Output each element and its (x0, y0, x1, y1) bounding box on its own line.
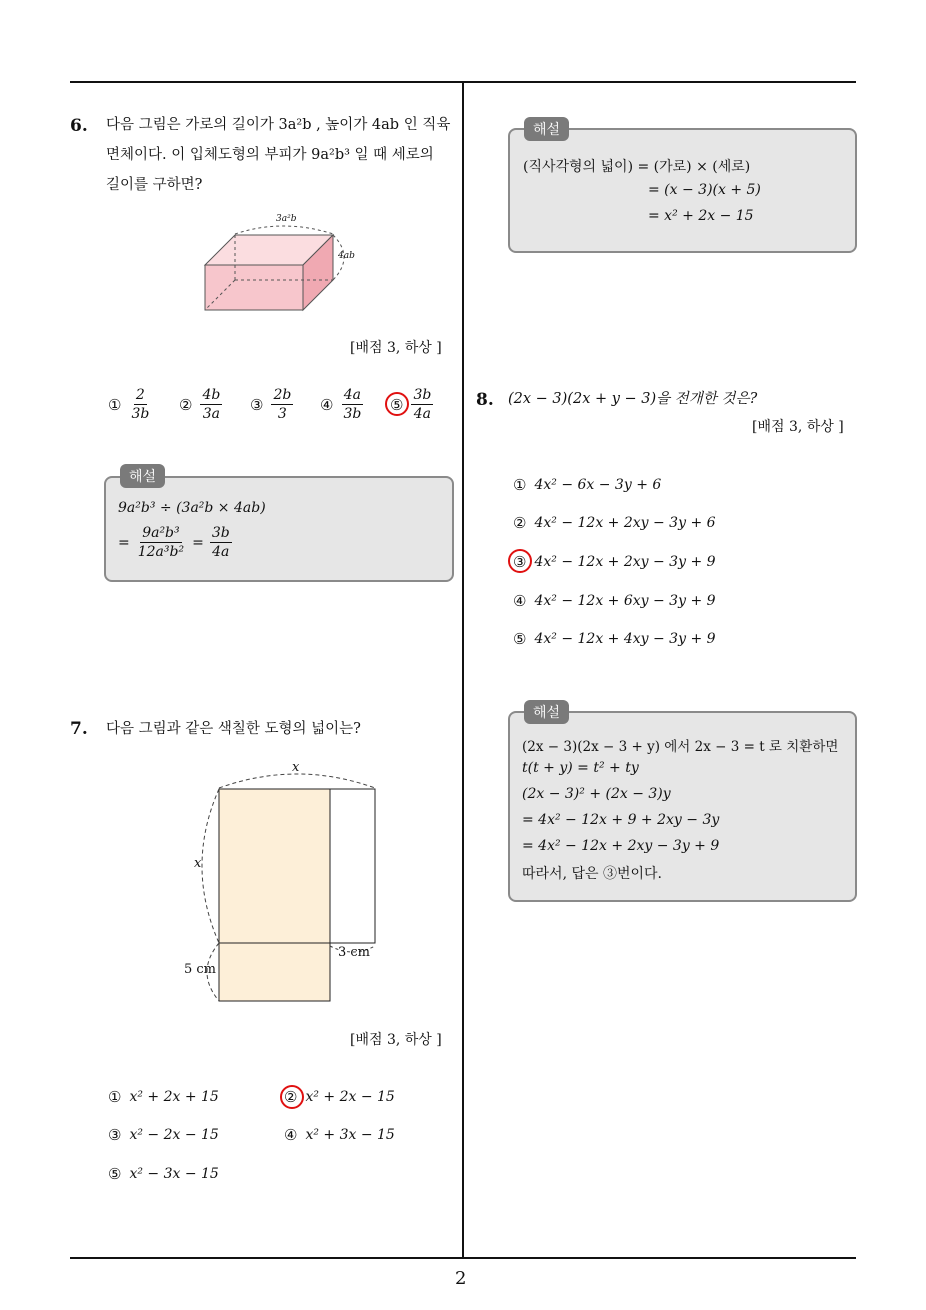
q7-solution-line3: = x² + 2x − 15 (648, 208, 754, 224)
q7-score: [배점 3, 하상 ] (350, 1032, 442, 1048)
q6-fig-top-label: 3a²b (276, 214, 297, 224)
q7-text: 다음 그림과 같은 색칠한 도형의 넓이는? (106, 721, 361, 737)
choice-fraction: $\frac{4a}{3b}$ (343, 387, 362, 422)
page-number: 2 (455, 1268, 467, 1289)
q7-number: 7. (70, 719, 88, 739)
q8-solution-tag: 해설 (524, 700, 569, 724)
choice-fraction: $\frac{3b}{4a}$ (413, 387, 432, 422)
q6-choice-2[interactable] (179, 386, 222, 423)
q7-fig-left-label: x (194, 856, 202, 871)
q8-solution-line5: = 4x² − 12x + 2xy − 3y + 9 (522, 838, 720, 854)
q8-solution-line6: 따라서, 답은 ③번이다. (522, 866, 662, 882)
q7-choice-1[interactable]: ① x² + 2x + 15 (108, 1088, 219, 1106)
q8-solution-line1: (2x − 3)(2x − 3 + y) 에서 2x − 3 = t 로 치환하면 (522, 739, 839, 755)
q7-choice-3[interactable]: ③ x² − 2x − 15 (108, 1126, 219, 1144)
q6-fig-side-label: 4ab (338, 251, 355, 261)
q6-text (106, 110, 456, 200)
left-dimension-arc (202, 789, 219, 943)
q6-solution-tag: 해설 (120, 464, 165, 488)
q6-choice-3[interactable] (250, 386, 293, 423)
q8-number: 8. (476, 390, 494, 410)
q8-choice-5[interactable]: ⑤ 4x² − 12x + 4xy − 3y + 9 (513, 630, 716, 648)
shaded-region (219, 789, 330, 1001)
q8-solution-line3: (2x − 3)² + (2x − 3)y (522, 786, 671, 802)
choice-number: ③ (250, 395, 264, 414)
choice-number: ① (108, 395, 122, 414)
q7-choice-5[interactable]: ⑤ x² − 3x − 15 (108, 1165, 219, 1183)
q6-text-line3: 길이를 구하면? (106, 177, 203, 193)
q7-solution-line2: = (x − 3)(x + 5) (648, 182, 761, 198)
q6-score: [배점 3, 하상 ] (350, 340, 442, 356)
q8-solution-line2: t(t + y) = t² + ty (522, 760, 639, 776)
choice-fraction: $\frac{2}{3b}$ (131, 387, 150, 422)
q6-solution-line1: 9a²b³ ÷ (3a²b × 4ab) (118, 500, 266, 516)
choice-number: ⑤ (390, 395, 404, 414)
q8-score: [배점 3, 하상 ] (752, 419, 844, 435)
prism-front-face (205, 265, 303, 310)
q8-solution-line4: = 4x² − 12x + 9 + 2xy − 3y (522, 812, 720, 828)
q7-solution-line1: (직사각형의 넓이) = (가로) × (세로) (523, 159, 751, 175)
q6-text-line1: 다음 그림은 가로의 길이가 3a²b , 높이가 4ab 인 직육 (106, 117, 451, 133)
q6-choice-1[interactable] (108, 386, 151, 423)
q8-choice-4[interactable]: ④ 4x² − 12x + 6xy − 3y + 9 (513, 592, 716, 610)
q7-fig-bottom-right-label: 3 cm (338, 945, 371, 960)
q7-answer-mark (280, 1085, 304, 1109)
choice-number: ② (179, 395, 193, 414)
choice-number: ④ (320, 395, 334, 414)
solution-fraction-2: $\frac{3b}{4a}$ (211, 525, 230, 560)
q6-number: 6. (70, 116, 88, 136)
choice-fraction: $\frac{4b}{3a}$ (202, 387, 221, 422)
q8-choice-1[interactable]: ① 4x² − 6x − 3y + 6 (513, 476, 662, 494)
solution-fraction-1: $\frac{\text{9a²b³}}{\text{12a³b²}}$ (137, 525, 185, 560)
q6-solution-line2: = $\frac{\text{9a²b³}}{\text{12a³b²}}$ = $\frac{3b}{4a}$ (118, 525, 230, 560)
q6-answer-mark (385, 392, 409, 416)
q8-answer-mark (508, 549, 532, 573)
choice-fraction: $\frac{2b}{3}$ (273, 387, 292, 422)
q7-fig-top-label: x (292, 760, 300, 775)
q7-solution-tag: 해설 (524, 117, 569, 141)
unshaded-region (330, 789, 375, 943)
column-divider (462, 81, 464, 1259)
q7-fig-bottom-left-label: 5 cm (184, 962, 217, 977)
q6-choice-4[interactable] (320, 386, 363, 423)
q8-choice-2[interactable]: ② 4x² − 12x + 2xy − 3y + 6 (513, 514, 716, 532)
q6-prism-figure (195, 210, 365, 320)
q6-text-line2: 면체이다. 이 입체도형의 부피가 9a²b³ 일 때 세로의 (106, 147, 434, 163)
q8-text: (2x − 3)(2x + y − 3)을 전개한 것은? (508, 391, 758, 407)
q7-choice-2[interactable]: ② x² + 2x − 15 (284, 1088, 395, 1106)
prism-top-dimension (235, 226, 333, 234)
q7-choice-4[interactable]: ④ x² + 3x − 15 (284, 1126, 395, 1144)
bottom-rule (70, 1257, 856, 1259)
top-dimension-arc (219, 774, 375, 788)
q8-choice-3[interactable]: ③ 4x² − 12x + 2xy − 3y + 9 (513, 553, 716, 571)
